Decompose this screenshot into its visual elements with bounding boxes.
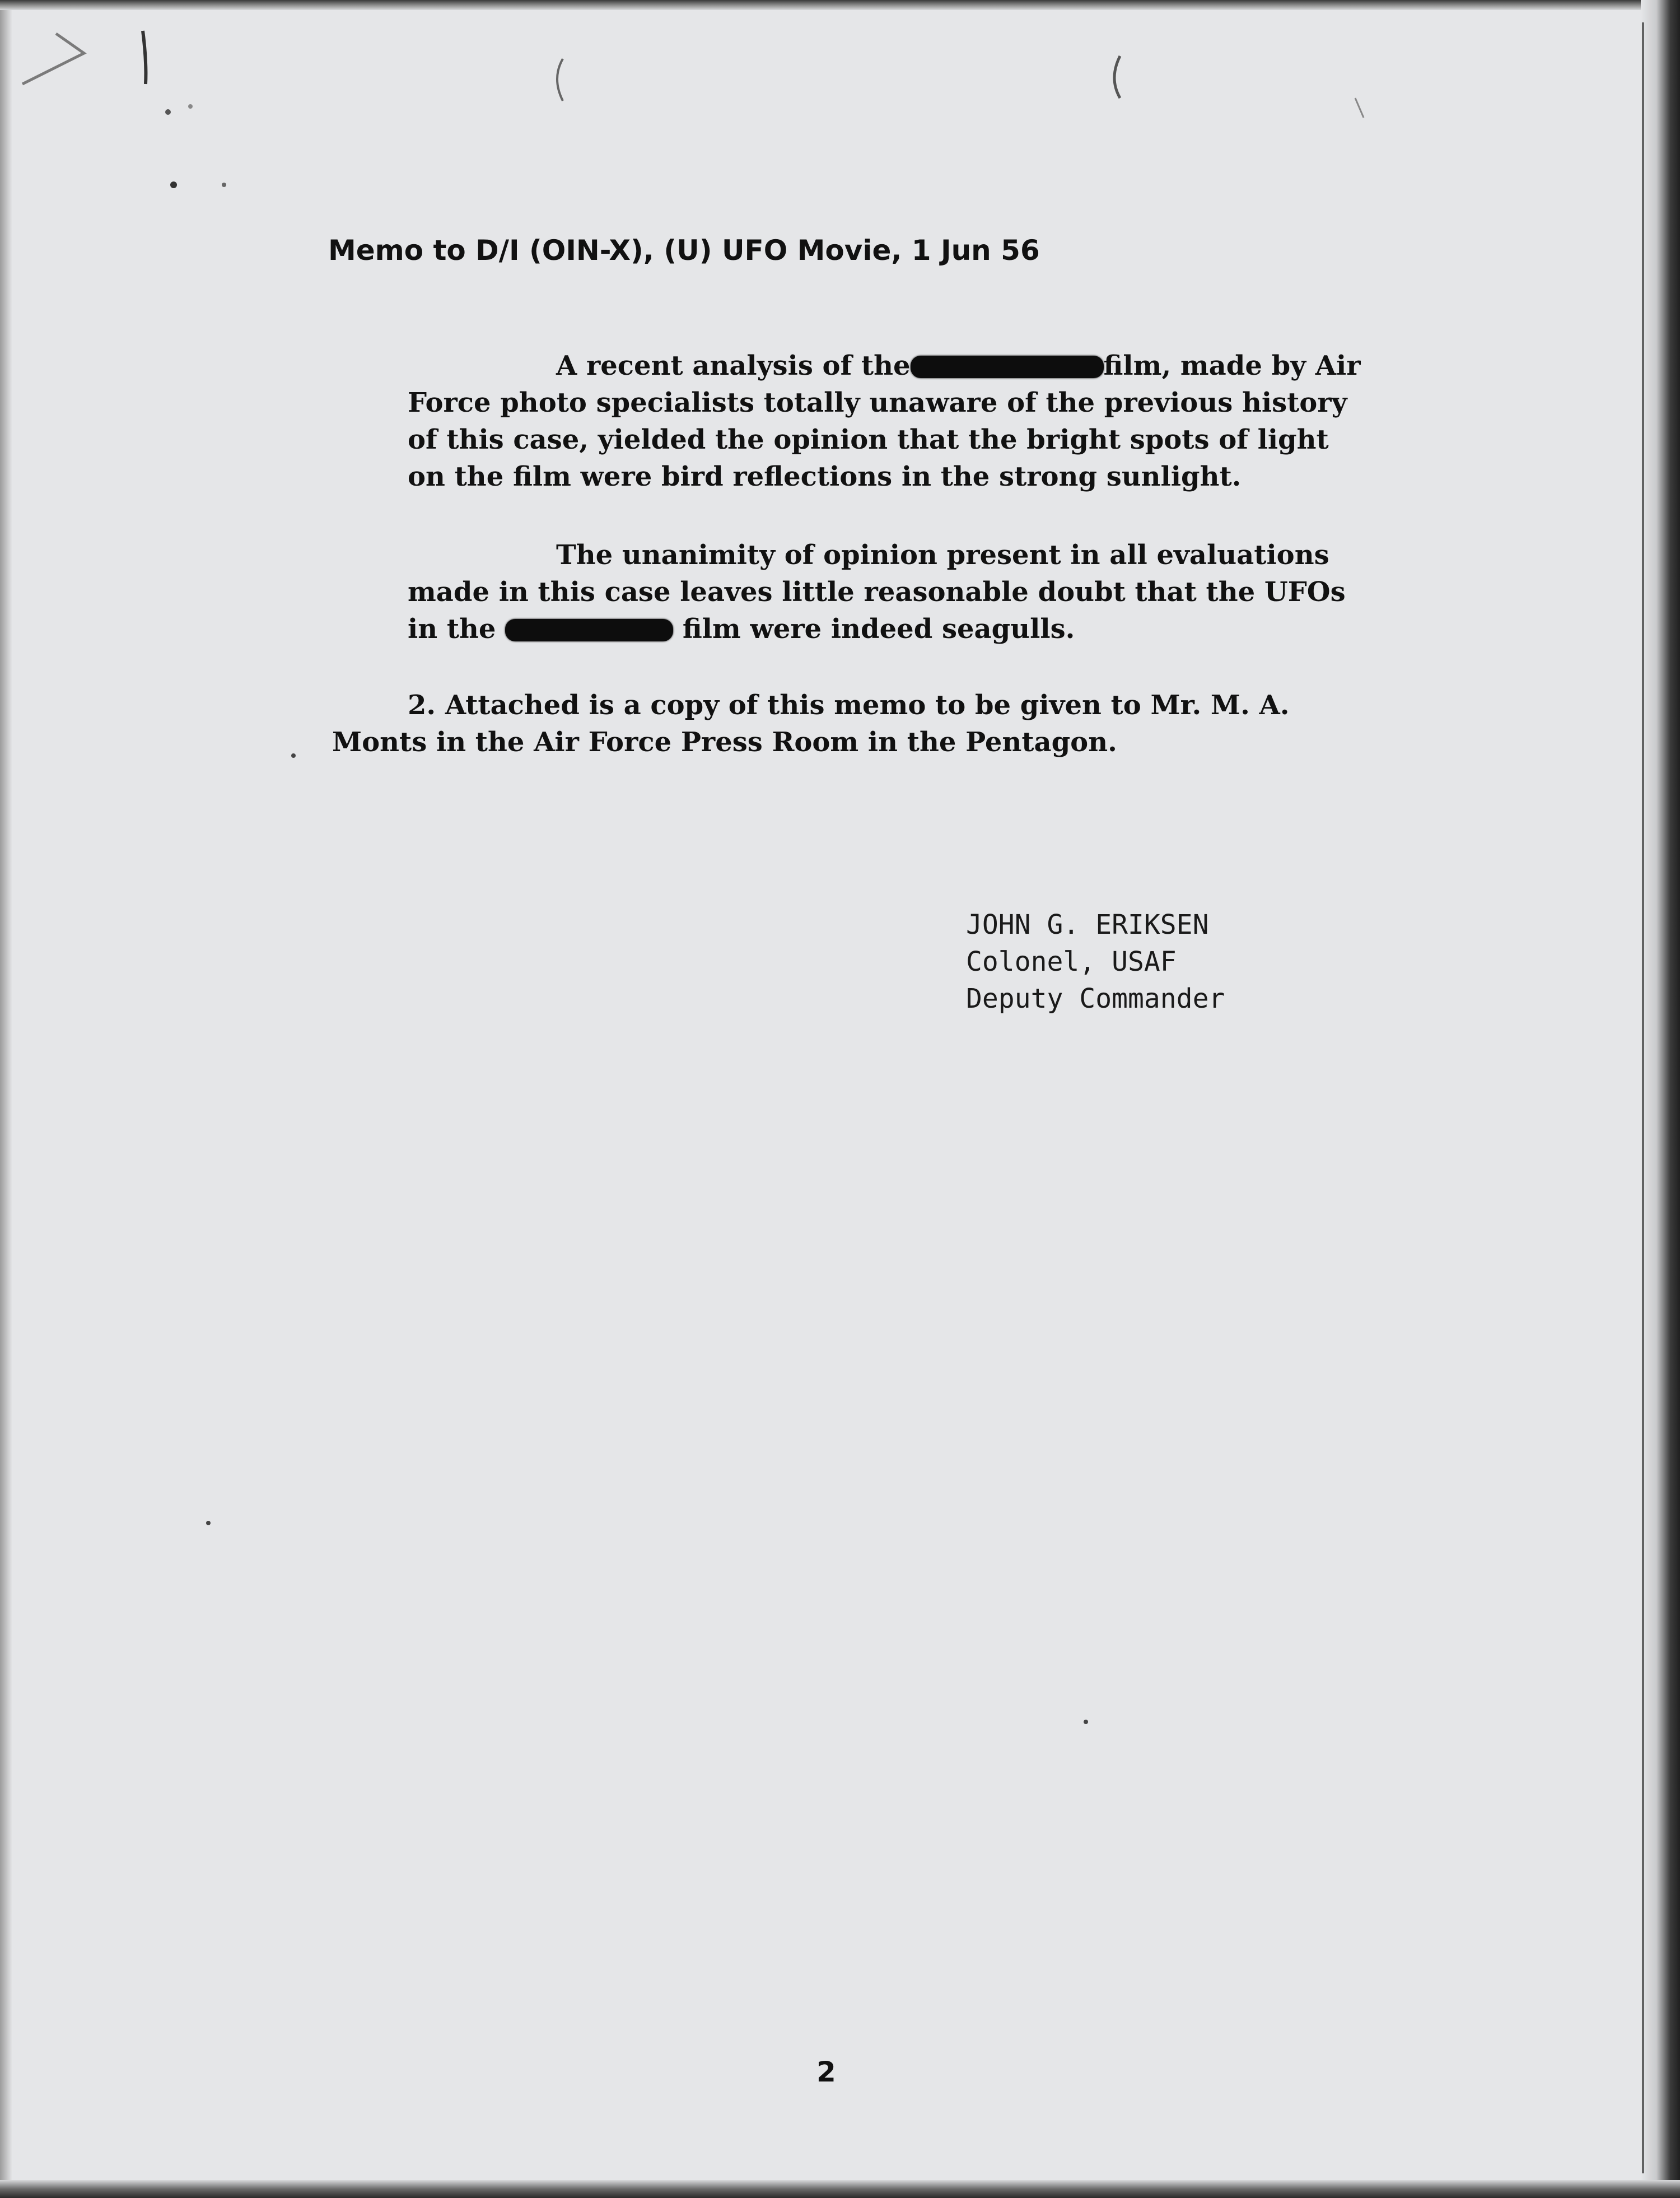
scan-speck: [206, 1521, 211, 1525]
paragraph-1-line-3: of this case, yielded the opinion that the bright spots of light: [408, 424, 1329, 455]
scan-bottom-edge: [0, 2180, 1680, 2198]
scan-speck: [1084, 1720, 1088, 1724]
memo-heading: Memo to D/I (OIN-X), (U) UFO Movie, 1 Jun 56: [328, 234, 1040, 267]
signature-title: Deputy Commander: [966, 983, 1225, 1014]
paragraph-1-line-4: on the film were bird reflections in the strong sunlight.: [408, 461, 1242, 492]
paragraph-3-line-1: 2. Attached is a copy of this memo to be given to Mr. M. A.: [408, 690, 1290, 721]
paragraph-2: [556, 537, 1329, 574]
signature-name: JOHN G. ERIKSEN: [966, 909, 1209, 940]
scan-right-edge: [1641, 0, 1680, 2198]
scan-right-edge-line: [1642, 22, 1644, 2173]
scan-left-edge: [0, 0, 12, 2198]
paragraph-1-cont: [408, 384, 1347, 495]
redaction-mark: [911, 356, 1104, 378]
redaction-mark: [505, 619, 673, 641]
paragraph-2-line-3-before: in the: [408, 613, 496, 645]
signature-block: [966, 906, 1225, 1017]
paragraph-3-cont: [332, 724, 1117, 761]
paragraph-2-cont: [408, 574, 1346, 648]
scan-artifacts: [0, 0, 1680, 235]
paragraph-2-line-3: [408, 611, 1346, 648]
signature-rank: Colonel, USAF: [966, 946, 1177, 977]
page-number: 2: [816, 2056, 836, 2088]
paragraph-1: [556, 347, 1361, 384]
paragraph-1-line-1: [556, 347, 1361, 384]
scan-speck: [291, 753, 296, 758]
paragraph-1-line-2: Force photo specialists totally unaware of the previous history: [408, 387, 1347, 418]
paragraph-3: [408, 687, 1289, 724]
paragraph-3-line-2: Monts in the Air Force Press Room in the Pentagon.: [332, 727, 1117, 758]
paragraph-1-line-1-before: A recent analysis of the: [556, 350, 911, 381]
paragraph-2-line-1: The unanimity of opinion present in all evaluations: [556, 539, 1329, 571]
paragraph-2-line-3-after: film were indeed seagulls.: [682, 613, 1075, 645]
paragraph-1-line-1-after: film, made by Air: [1103, 350, 1361, 381]
paragraph-2-line-2: made in this case leaves little reasonable doubt that the UFOs: [408, 576, 1346, 608]
